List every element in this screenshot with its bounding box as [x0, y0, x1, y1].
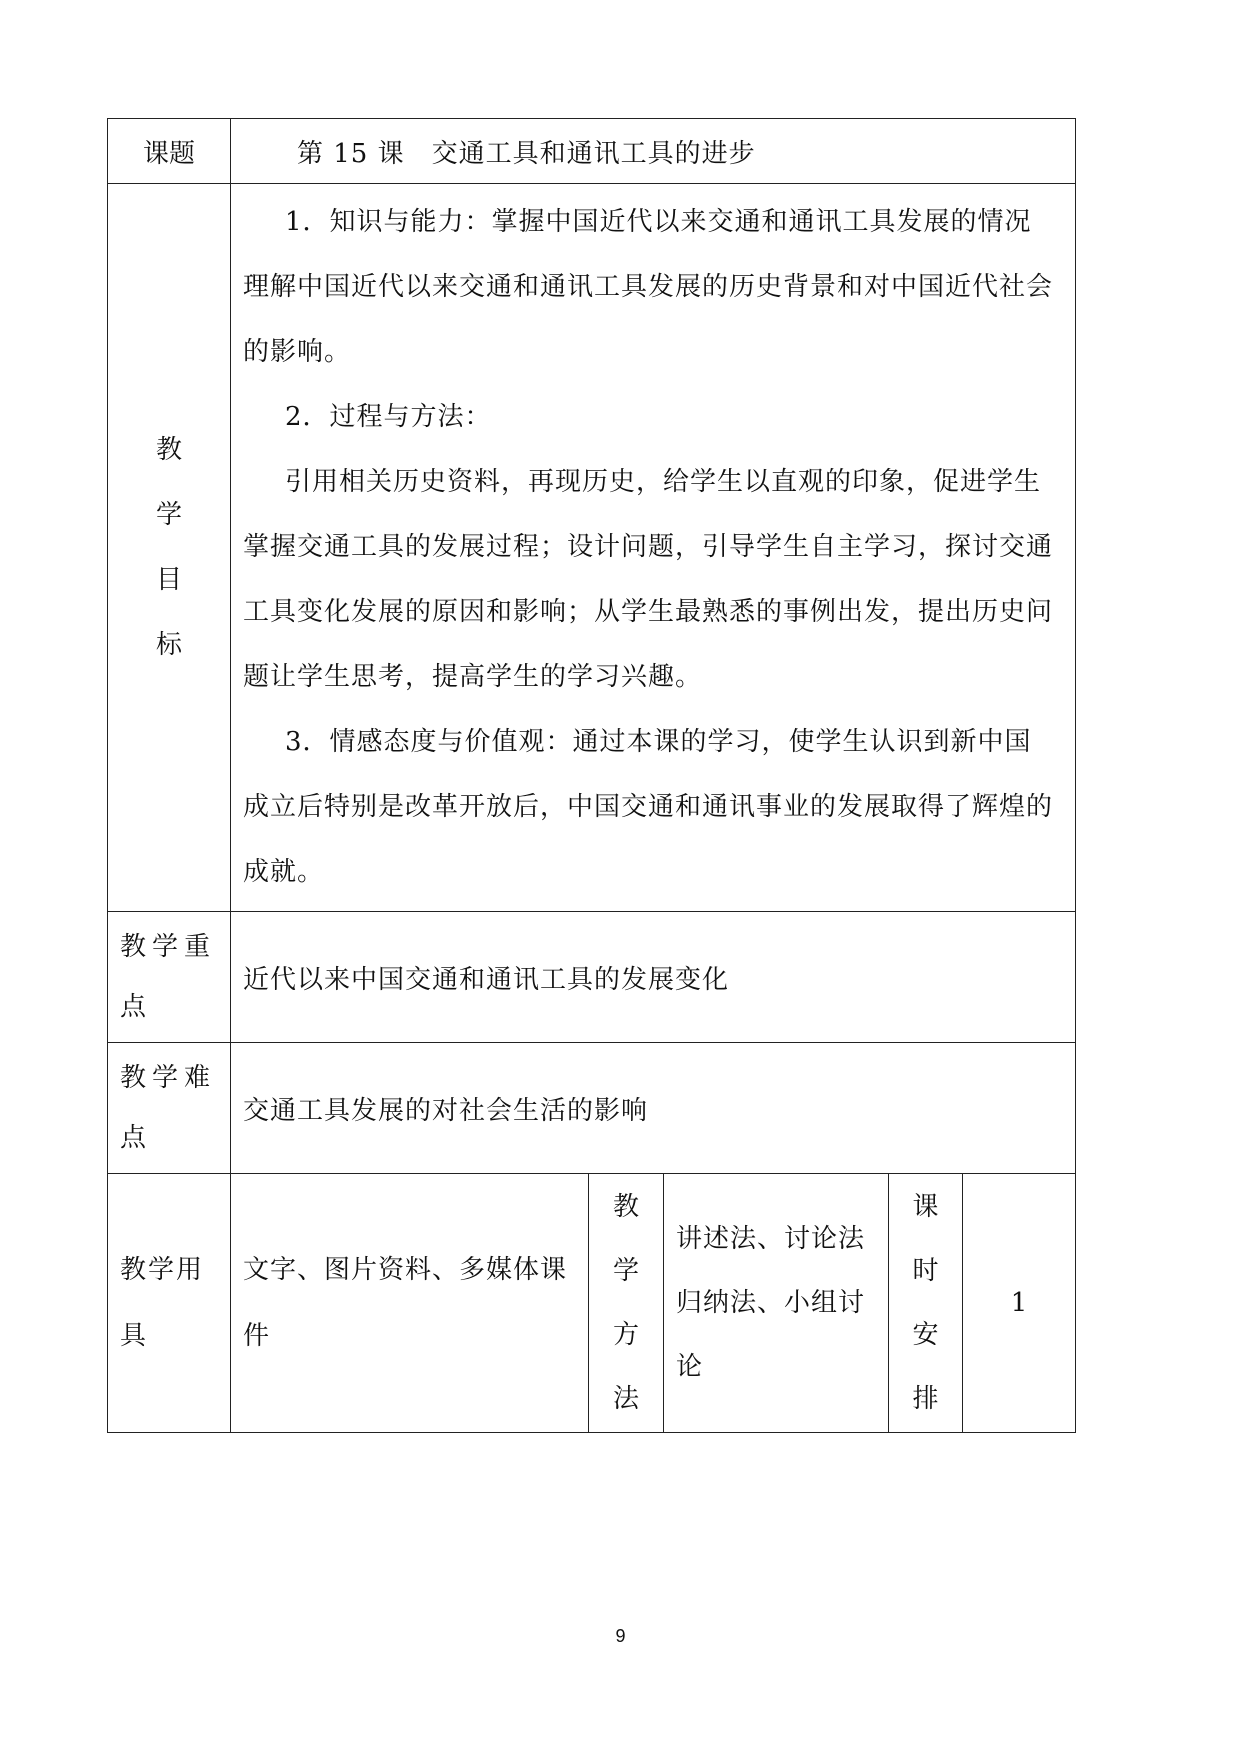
objective-emotion-rest: 成立后特别是改革开放后，中国交通和通讯事业的发展取得了辉煌的成就。: [243, 792, 1054, 887]
objectives-content: [231, 184, 1076, 912]
objectives-label-char: 教: [155, 434, 182, 465]
lesson-label: 课题: [108, 119, 231, 184]
difficult-point-row: [108, 1043, 1076, 1174]
schedule-label-char: 排: [912, 1384, 939, 1414]
methods-label-char: 学: [612, 1256, 639, 1286]
objectives-label: [108, 184, 231, 912]
objectives-label-char: 学: [155, 499, 182, 530]
key-point-text: 近代以来中国交通和通讯工具的发展变化: [231, 912, 1076, 1043]
lesson-plan-table: [107, 118, 1076, 1433]
methods-label-char: 方: [612, 1320, 639, 1350]
objectives-label-char: 标: [155, 629, 182, 660]
objective-knowledge-cont: 理解中国近代以来交通和通讯工具发展的历史背景和对中国近代社会的影响。: [243, 272, 1054, 367]
methods-label-char: 法: [612, 1384, 639, 1414]
objectives-label-char: 目: [155, 564, 182, 595]
objectives-row: [108, 184, 1076, 912]
methods-label: [589, 1174, 664, 1433]
tools-label: 教学用具: [108, 1174, 231, 1433]
objective-process-rest: 掌握交通工具的发展过程；设计问题，引导学生自主学习，探讨交通工具变化发展的原因和影响；从学生最熟悉的事例出发，提出历史问题让学生思考，提高学生的学习兴趣。: [243, 532, 1054, 692]
schedule-label-char: 安: [912, 1320, 939, 1350]
objective-knowledge: 1．知识与能力：掌握中国近代以来交通和通讯工具发展的情况: [285, 207, 1032, 237]
key-point-label: 教学重点: [108, 912, 231, 1043]
tools-text: 文字、图片资料、多媒体课件: [231, 1174, 589, 1433]
key-point-row: [108, 912, 1076, 1043]
objective-process-first: 引用相关历史资料，再现历史，给学生以直观的印象，促进学生: [285, 467, 1042, 497]
methods-label-char: 教: [612, 1192, 639, 1222]
page-number: 9: [615, 1626, 626, 1646]
schedule-label-char: 时: [912, 1256, 939, 1286]
schedule-label-char: 课: [912, 1192, 939, 1222]
lesson-title-row: [108, 119, 1076, 184]
methods-text: 讲述法、讨论法归纳法、小组讨论: [664, 1174, 889, 1433]
objective-emotion-first: 3．情感态度与价值观：通过本课的学习，使学生认识到新中国: [285, 727, 1032, 757]
schedule-label: [889, 1174, 963, 1433]
schedule-value: 1: [963, 1174, 1076, 1433]
lesson-title: 第 15 课 交通工具和通讯工具的进步: [231, 119, 1076, 184]
tools-row: [108, 1174, 1076, 1433]
objective-process-heading: 2．过程与方法：: [285, 402, 492, 432]
difficult-point-label: 教学难点: [108, 1043, 231, 1174]
difficult-point-text: 交通工具发展的对社会生活的影响: [231, 1043, 1076, 1174]
